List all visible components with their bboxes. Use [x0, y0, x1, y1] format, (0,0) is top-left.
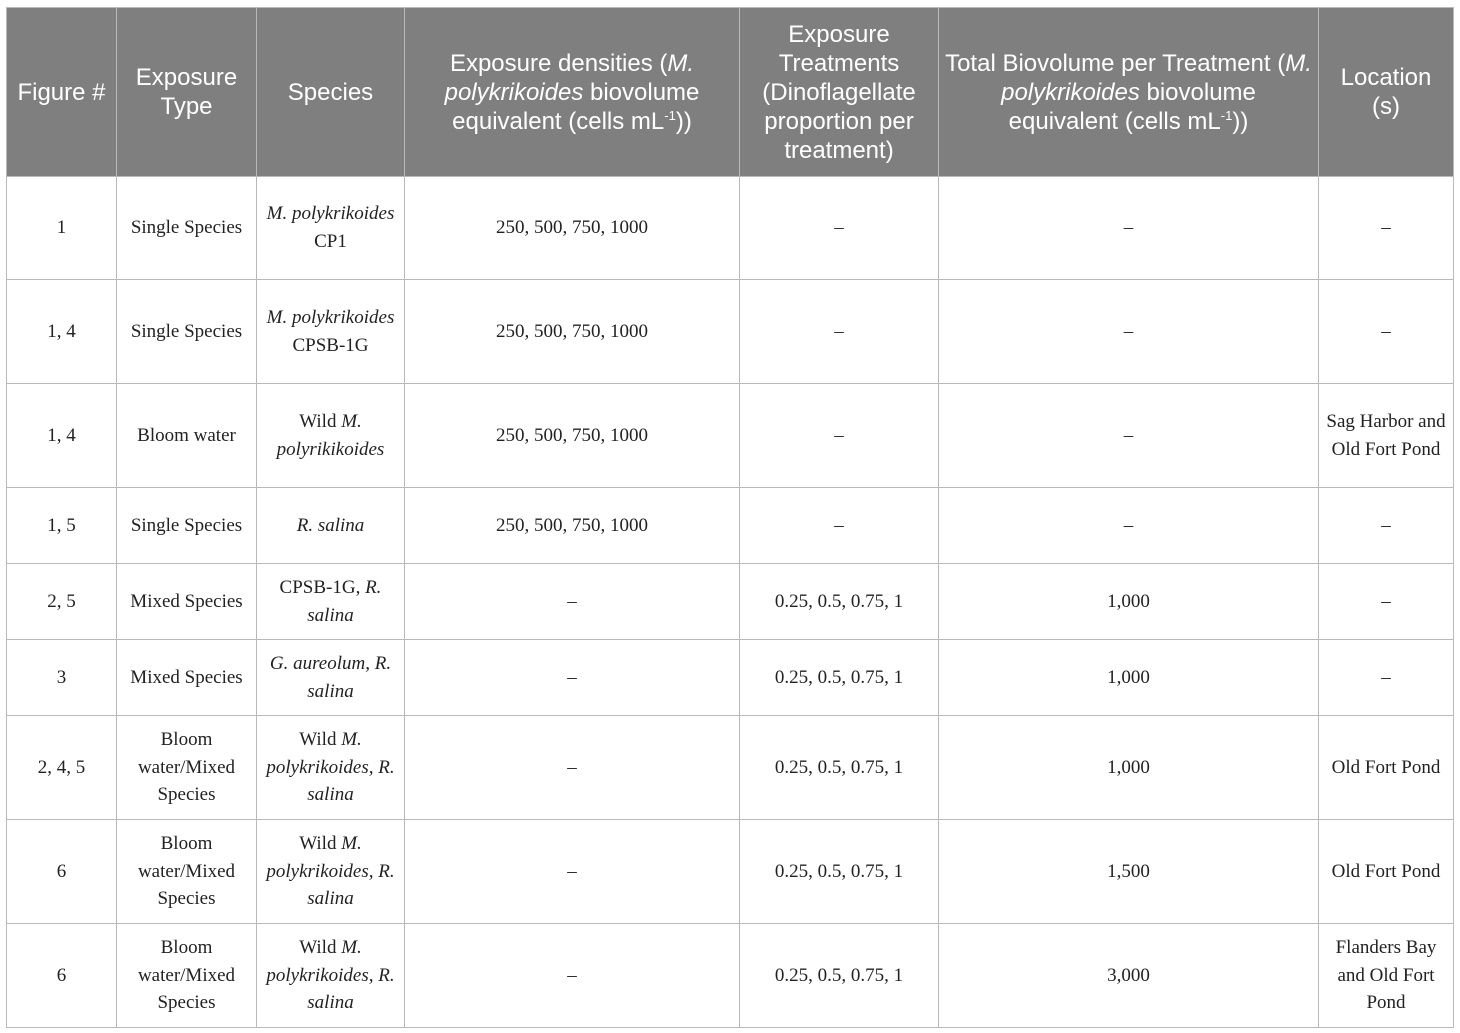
cell-species: Wild M. polykrikoides, R. salina	[257, 820, 405, 924]
cell-total-biovolume: –	[939, 280, 1319, 384]
cell-exposure-densities: –	[405, 716, 740, 820]
cell-exposure-type: Bloom water/Mixed Species	[117, 924, 257, 1028]
cell-exposure-type: Mixed Species	[117, 640, 257, 716]
cell-figure: 1, 4	[7, 384, 117, 488]
cell-location: –	[1319, 488, 1454, 564]
cell-total-biovolume: –	[939, 177, 1319, 280]
cell-exposure-densities: 250, 500, 750, 1000	[405, 384, 740, 488]
header-figure: Figure #	[7, 8, 117, 177]
cell-total-biovolume: 3,000	[939, 924, 1319, 1028]
header-total-biovolume: Total Biovolume per Treatment (M. polykrikoides biovolume equivalent (cells $mL^{-1}$))	[939, 8, 1319, 177]
header-exposure-type: Exposure Type	[117, 8, 257, 177]
cell-exposure-densities: –	[405, 820, 740, 924]
cell-exposure-treatments: –	[740, 280, 939, 384]
cell-location: Sag Harbor and Old Fort Pond	[1319, 384, 1454, 488]
cell-figure: 1	[7, 177, 117, 280]
cell-species: R. salina	[257, 488, 405, 564]
cell-exposure-densities: –	[405, 564, 740, 640]
cell-location: –	[1319, 280, 1454, 384]
cell-exposure-densities: –	[405, 640, 740, 716]
cell-location: –	[1319, 564, 1454, 640]
cell-exposure-densities: 250, 500, 750, 1000	[405, 280, 740, 384]
table-row	[7, 716, 1454, 820]
cell-figure: 1, 5	[7, 488, 117, 564]
table-row	[7, 280, 1454, 384]
header-location: Location (s)	[1319, 8, 1454, 177]
cell-exposure-type: Single Species	[117, 177, 257, 280]
cell-total-biovolume: 1,500	[939, 820, 1319, 924]
cell-figure: 1, 4	[7, 280, 117, 384]
cell-figure: 6	[7, 924, 117, 1028]
cell-exposure-treatments: 0.25, 0.5, 0.75, 1	[740, 820, 939, 924]
cell-exposure-treatments: –	[740, 384, 939, 488]
table-row	[7, 384, 1454, 488]
cell-exposure-densities: 250, 500, 750, 1000	[405, 488, 740, 564]
cell-exposure-densities: –	[405, 924, 740, 1028]
cell-location: Flanders Bay and Old Fort Pond	[1319, 924, 1454, 1028]
cell-exposure-type: Mixed Species	[117, 564, 257, 640]
cell-total-biovolume: –	[939, 384, 1319, 488]
cell-exposure-treatments: 0.25, 0.5, 0.75, 1	[740, 564, 939, 640]
cell-location: Old Fort Pond	[1319, 820, 1454, 924]
cell-exposure-type: Bloom water	[117, 384, 257, 488]
table-row	[7, 488, 1454, 564]
cell-total-biovolume: 1,000	[939, 640, 1319, 716]
table-body	[7, 177, 1454, 1028]
header-exposure-treatments: Exposure Treatments (Dinoflagellate proportion per treatment)	[740, 8, 939, 177]
cell-species: Wild M. polykrikoides, R. salina	[257, 924, 405, 1028]
cell-location: –	[1319, 640, 1454, 716]
table-row	[7, 640, 1454, 716]
header-row	[7, 8, 1454, 177]
table-row	[7, 820, 1454, 924]
cell-species: M. polykrikoides CP1	[257, 177, 405, 280]
header-exposure-densities: Exposure densities (M. polykrikoides biovolume equivalent (cells $mL^{-1}$))	[405, 8, 740, 177]
cell-figure: 2, 5	[7, 564, 117, 640]
cell-exposure-treatments: 0.25, 0.5, 0.75, 1	[740, 640, 939, 716]
cell-exposure-treatments: 0.25, 0.5, 0.75, 1	[740, 716, 939, 820]
cell-exposure-type: Bloom water/Mixed Species	[117, 716, 257, 820]
cell-location: –	[1319, 177, 1454, 280]
cell-exposure-treatments: 0.25, 0.5, 0.75, 1	[740, 924, 939, 1028]
table-row	[7, 924, 1454, 1028]
cell-species: Wild M. polykrikoides, R. salina	[257, 716, 405, 820]
table-row	[7, 177, 1454, 280]
header-species: Species	[257, 8, 405, 177]
exposure-table	[6, 7, 1454, 1028]
cell-species: Wild M. polyrikikoides	[257, 384, 405, 488]
cell-total-biovolume: –	[939, 488, 1319, 564]
cell-species: G. aureolum, R. salina	[257, 640, 405, 716]
cell-total-biovolume: 1,000	[939, 564, 1319, 640]
cell-exposure-densities: 250, 500, 750, 1000	[405, 177, 740, 280]
cell-exposure-treatments: –	[740, 177, 939, 280]
cell-exposure-type: Single Species	[117, 488, 257, 564]
cell-exposure-treatments: –	[740, 488, 939, 564]
cell-figure: 2, 4, 5	[7, 716, 117, 820]
table-row	[7, 564, 1454, 640]
cell-location: Old Fort Pond	[1319, 716, 1454, 820]
cell-species: CPSB-1G, R. salina	[257, 564, 405, 640]
cell-figure: 3	[7, 640, 117, 716]
cell-species: M. polykrikoides CPSB-1G	[257, 280, 405, 384]
cell-figure: 6	[7, 820, 117, 924]
cell-total-biovolume: 1,000	[939, 716, 1319, 820]
cell-exposure-type: Bloom water/Mixed Species	[117, 820, 257, 924]
cell-exposure-type: Single Species	[117, 280, 257, 384]
